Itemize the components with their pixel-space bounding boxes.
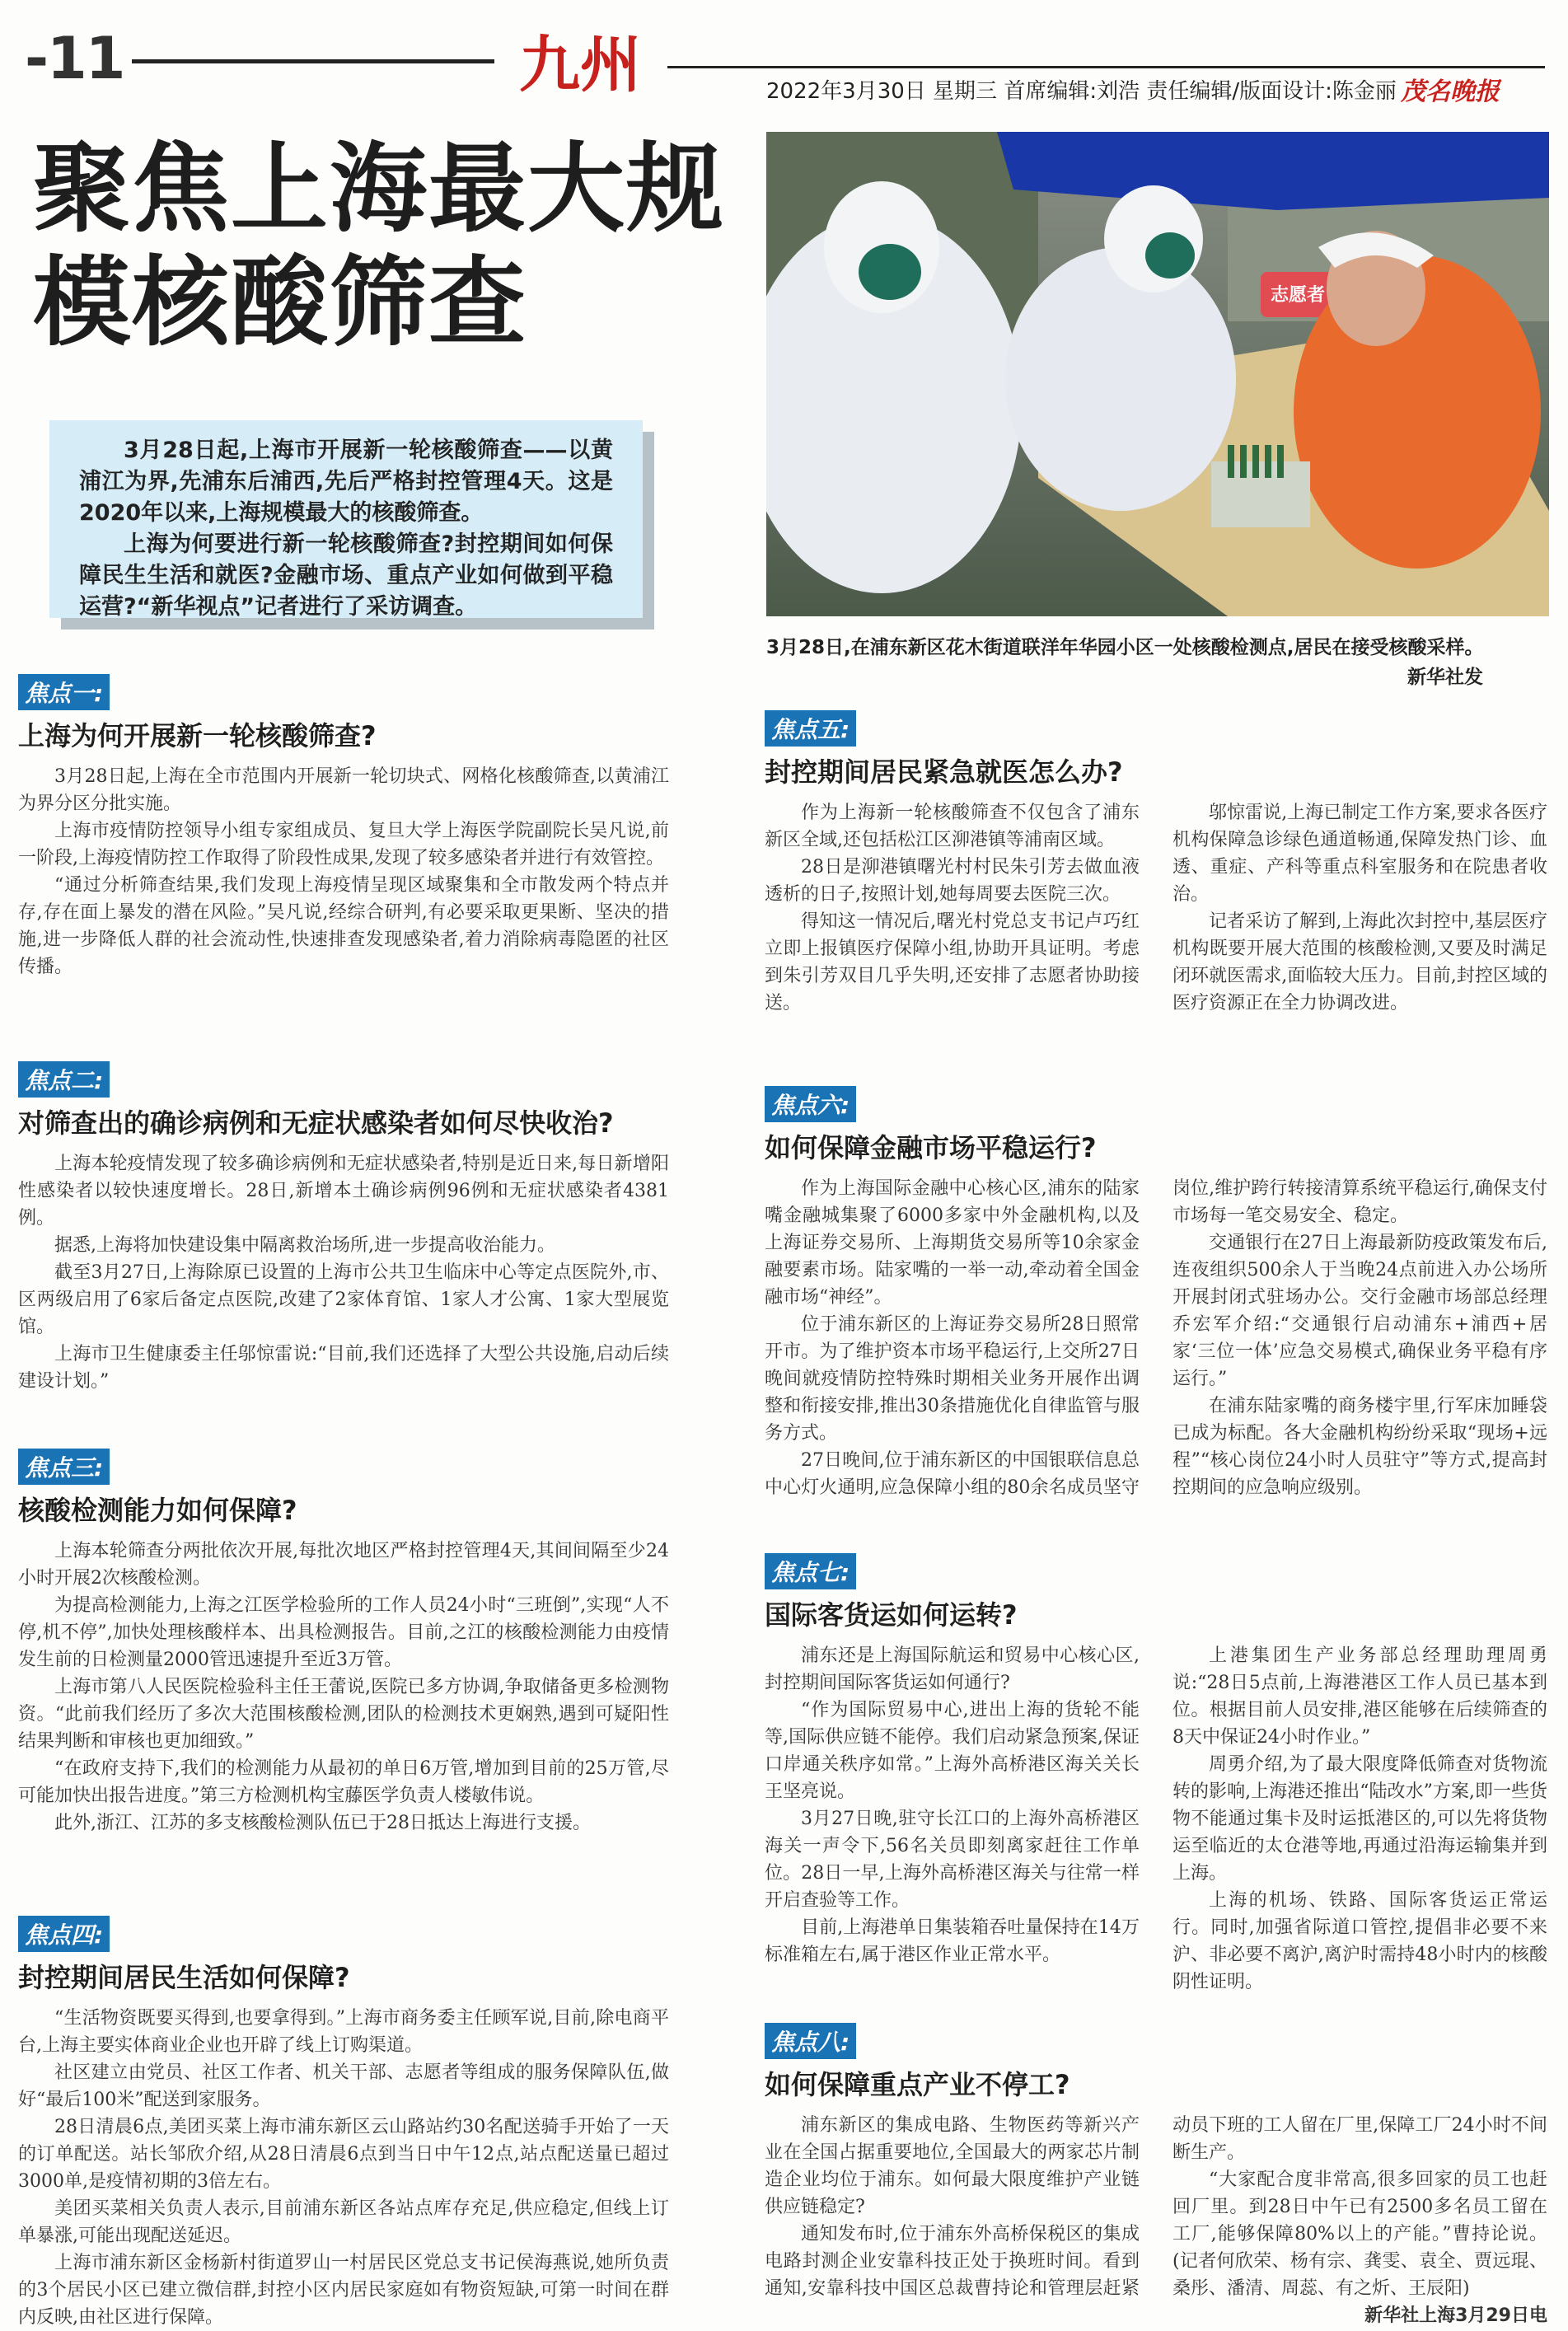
body-paragraph: 上海本轮疫情发现了较多确诊病例和无症状感染者,特别是近日来,每日新增阳性感染者以较快速度增长。28日,新增本土确诊病例96例和无症状感染者4381例。 bbox=[18, 1154, 669, 1229]
focus-body bbox=[18, 2005, 669, 2331]
focus-body bbox=[765, 2112, 1547, 2329]
body-paragraph: 浦东还是上海国际航运和贸易中心核心区,封控期间国际客货运如何通行? bbox=[765, 1645, 1140, 1693]
focus-section-1 bbox=[18, 674, 669, 981]
body-paragraph: 目前,上海港单日集装箱吞吐量保持在14万标准箱左右,属于港区作业正常水平。 bbox=[765, 1917, 1140, 1965]
headline: 聚焦上海最大规模核酸筛查 bbox=[33, 132, 726, 359]
body-paragraph: 得知这一情况后,曙光村党总支书记卢巧红立即上报镇医疗保障小组,协助开具证明。考虑到朱引芳双目几乎失明,还安排了志愿者协助接送。 bbox=[765, 911, 1140, 1013]
focus-tag: 焦点七: bbox=[765, 1553, 856, 1589]
dateline: 2022年3月30日 星期三 首席编辑:刘浩 责任编辑/版面设计:陈金丽 bbox=[766, 79, 1397, 104]
body-paragraph: 周勇介绍,为了最大限度降低筛查对货物流转的影响,上海港还推出“陆改水”方案,即一些货物不能通过集卡及时运抵港区的,可以先将货物运至临近的太仓港等地,再通过沿海运输集并到上海。 bbox=[1172, 1754, 1547, 1884]
focus-tag: 焦点八: bbox=[765, 2023, 856, 2059]
focus-question: 核酸检测能力如何保障? bbox=[18, 1495, 297, 1526]
focus-section-7 bbox=[765, 1553, 1547, 1996]
body-paragraph: 上海的机场、铁路、国际客货运正常运行。同时,加强省际道口管控,提倡非必要不来沪、非必要不离沪,离沪时需持48小时内的核酸阴性证明。 bbox=[1172, 1890, 1547, 1992]
body-paragraph: 上海市第八人民医院检验科主任王蕾说,医院已多方协调,争取储备更多检测物资。“此前我们经历了多次大范围核酸检测,团队的检测技术更娴熟,遇到可疑阳性结果判断和审核也更加细致。” bbox=[18, 1677, 669, 1752]
photo-illustration bbox=[766, 132, 1549, 616]
paper-logo: 茂名晚报 bbox=[1401, 77, 1500, 106]
body-paragraph: 上海市疫情防控领导小组专家组成员、复旦大学上海医学院副院长吴凡说,前一阶段,上海疫情防控工作取得了阶段性成果,发现了较多感染者并进行有效管控。 bbox=[18, 821, 669, 868]
body-paragraph: 截至3月27日,上海除原已设置的上海市公共卫生临床中心等定点医院外,市、区两级启用了6家后备定点医院,改建了2家体育馆、1家人才公寓、1家大型展览馆。 bbox=[18, 1262, 669, 1337]
caption-text: 3月28日,在浦东新区花木街道联洋年华园小区一处核酸检测点,居民在接受核酸采样。 bbox=[766, 637, 1484, 658]
body-paragraph: 作为上海国际金融中心核心区,浦东的陆家嘴金融城集聚了6000多家中外金融机构,以及上海证券交易所、上海期货交易所等10余家金融要素市场。陆家嘴的一举一动,牵动着全国金融市场“神经”。 bbox=[765, 1178, 1140, 1308]
focus-question: 如何保障重点产业不停工? bbox=[765, 2069, 1070, 2100]
lead-box bbox=[49, 420, 643, 618]
body-paragraph: 28日是泖港镇曙光村村民朱引芳去做血液透析的日子,按照计划,她每周要去医院三次。 bbox=[765, 857, 1140, 905]
news-photo bbox=[766, 132, 1549, 616]
body-paragraph: 3月27日晚,驻守长江口的上海外高桥港区海关一声令下,56名关员即刻离家赶往工作单位。28日一早,上海外高桥港区海关与往常一样开启查验等工作。 bbox=[765, 1809, 1140, 1911]
photo-credit: 新华社发 bbox=[1407, 667, 1483, 688]
body-paragraph: 上海市浦东新区金杨新村街道罗山一村居民区党总支书记侯海燕说,她所负责的3个居民小区已建立微信群,封控小区内居民家庭如有物资短缺,可第一时间在群内反映,由社区进行保障。 bbox=[18, 2253, 669, 2328]
body-paragraph: 在浦东陆家嘴的商务楼宇里,行军床加睡袋已成为标配。各大金融机构纷纷采取“现场+远程”“核心岗位24小时人员驻守”等方式,提高封控期间的应急响应级别。 bbox=[1172, 1396, 1547, 1498]
body-paragraph: 上海市卫生健康委主任邬惊雷说:“目前,我们还选择了大型公共设施,启动后续建设计划。” bbox=[18, 1344, 669, 1392]
focus-question: 对筛查出的确诊病例和无症状感染者如何尽快收治? bbox=[18, 1107, 614, 1139]
focus-section-3 bbox=[18, 1449, 669, 1837]
body-paragraph: “作为国际贸易中心,进出上海的货轮不能等,国际供应链不能停。我们启动紧急预案,保证口岸通关秩序如常。”上海外高桥港区海关关长王坚亮说。 bbox=[765, 1700, 1140, 1802]
body-paragraph: 3月28日起,上海在全市范围内开展新一轮切块式、网格化核酸筛查,以黄浦江为界分区分批实施。 bbox=[18, 766, 669, 814]
body-paragraph: 社区建立由党员、社区工作者、机关干部、志愿者等组成的服务保障队伍,做好“最后100米”配送到家服务。 bbox=[18, 2062, 669, 2110]
focus-question: 上海为何开展新一轮核酸筛查? bbox=[18, 720, 377, 751]
focus-body bbox=[765, 1175, 1547, 1501]
focus-body bbox=[18, 1150, 669, 1395]
focus-tag: 焦点二: bbox=[18, 1061, 110, 1098]
masthead-rule-right bbox=[667, 66, 1545, 68]
focus-question: 国际客货运如何运转? bbox=[765, 1599, 1018, 1631]
section-logo bbox=[519, 16, 651, 99]
focus-section-4 bbox=[18, 1916, 669, 2331]
lead-paragraph: 上海为何要进行新一轮核酸筛查?封控期间如何保障民生生活和就医?金融市场、重点产业如何做到平稳运营?“新华视点”记者进行了采访调查。 bbox=[79, 531, 613, 620]
body-paragraph: 位于浦东新区的上海证券交易所28日照常开市。为了维护资本市场平稳运行,上交所27日晚间就疫情防控特殊时期相关业务开展作出调整和衔接安排,推出30条措施优化自律监管与服务方式。 bbox=[765, 1314, 1140, 1444]
body-paragraph: 邬惊雷说,上海已制定工作方案,要求各医疗机构保障急诊绿色通道畅通,保障发热门诊、血透、重症、产科等重点科室服务和在院患者收治。 bbox=[1172, 803, 1547, 905]
focus-question: 如何保障金融市场平稳运行? bbox=[765, 1132, 1097, 1163]
section-title: 九州 bbox=[519, 30, 641, 101]
body-paragraph: “通过分析筛查结果,我们发现上海疫情呈现区域聚集和全市散发两个特点并存,存在面上暴发的潜在风险。”吴凡说,经综合研判,有必要采取更果断、坚决的措施,进一步降低人群的社会流动性,快速排查发现感染者,着力消除病毒隐匿的社区传播。 bbox=[18, 875, 669, 977]
body-paragraph: 上港集团生产业务部总经理助理周勇说:“28日5点前,上海港港区工作人员已基本到位。根据目前人员安排,港区能够在后续筛查的8天中保证24小时作业。” bbox=[1172, 1645, 1547, 1748]
focus-section-6 bbox=[765, 1086, 1547, 1501]
focus-body bbox=[18, 763, 669, 981]
body-paragraph: 27日晚间,位于浦东新区的中国银联信息总中心灯火通明,应急保障小组的80余名成员坚守岗位,维护跨行转接清算系统平稳运行,确保支付市场每一笔交易安全、稳定。 bbox=[765, 1178, 1547, 1498]
focus-tag: 焦点一: bbox=[18, 674, 110, 710]
body-paragraph: 交通银行在27日上海最新防疫政策发布后,连夜组织500余人于当晚24点前进入办公场所开展封闭式驻场办公。交行金融市场部总经理乔宏军介绍:“交通银行启动浦东+浦西+居家‘三位一体’应急交易模式,确保业务平稳有序运行。” bbox=[1172, 1233, 1547, 1389]
body-paragraph: 据悉,上海将加快建设集中隔离救治场所,进一步提高收治能力。 bbox=[54, 1235, 555, 1256]
focus-tag: 焦点六: bbox=[765, 1086, 856, 1122]
focus-tag: 焦点四: bbox=[18, 1916, 110, 1952]
masthead-rule bbox=[132, 59, 494, 63]
body-paragraph: “大家配合度非常高,很多回家的员工也赶回厂里。到28日中午已有2500多名员工留在工厂,能够保障80%以上的产能。”曹持论说。(记者何欣荣、杨有宗、龚雯、袁全、贾远琨、桑彤、潘清、周蕊、有之炘、王辰阳) bbox=[1172, 2170, 1547, 2299]
body-paragraph: 作为上海新一轮核酸筛查不仅包含了浦东新区全域,还包括松江区泖港镇等浦南区域。 bbox=[765, 803, 1140, 850]
focus-body bbox=[765, 799, 1547, 1017]
body-paragraph: 记者采访了解到,上海此次封控中,基层医疗机构既要开展大范围的核酸检测,又要及时满足闭环就医需求,面临较大压力。目前,封控区域的医疗资源正在全力协调改进。 bbox=[1172, 911, 1547, 1013]
body-paragraph: 28日清晨6点,美团买菜上海市浦东新区云山路站约30名配送骑手开始了一天的订单配送。站长邹欣介绍,从28日清晨6点到当日中午12点,站点配送量已超过3000单,是疫情初期的3倍左右。 bbox=[18, 2117, 669, 2192]
lead-paragraph: 3月28日起,上海市开展新一轮核酸筛查——以黄浦江为界,先浦东后浦西,先后严格封控管理4天。这是2020年以来,上海规模最大的核酸筛查。 bbox=[79, 438, 613, 526]
focus-body bbox=[765, 1642, 1547, 1996]
body-paragraph: 通知发布时,位于浦东外高桥保税区的集成电路封测企业安靠科技正处于换班时间。看到通知,安靠科技中国区总裁曹持论和管理层赶紧动员下班的工人留在厂里,保障工厂24小时不间断生产。 bbox=[765, 2115, 1547, 2299]
page-number: -11 bbox=[25, 25, 124, 92]
focus-section-8 bbox=[765, 2023, 1547, 2329]
signoff: 新华社上海3月29日电 bbox=[1364, 2305, 1547, 2326]
focus-section-2 bbox=[18, 1061, 669, 1395]
focus-body bbox=[18, 1538, 669, 1837]
focus-section-5 bbox=[765, 710, 1547, 1017]
focus-question: 封控期间居民紧急就医怎么办? bbox=[765, 756, 1123, 788]
body-paragraph: 为提高检测能力,上海之江医学检验所的工作人员24小时“三班倒”,实现“人不停,机不停”,加快处理核酸样本、出具检测报告。目前,之江的核酸检测能力由疫情发生前的日检测量2000管迅速提升至近3万管。 bbox=[18, 1595, 669, 1670]
vest-sign-text: 志愿者 bbox=[1270, 285, 1326, 306]
body-paragraph: 浦东新区的集成电路、生物医药等新兴产业在全国占据重要地位,全国最大的两家芯片制造企业均位于浦东。如何最大限度维护产业链供应链稳定? bbox=[765, 2115, 1140, 2217]
photo-caption bbox=[766, 633, 1549, 692]
focus-question: 封控期间居民生活如何保障? bbox=[18, 1962, 350, 1993]
body-paragraph: “在政府支持下,我们的检测能力从最初的单日6万管,增加到目前的25万管,尽可能加快出报告进度。”第三方检测机构宝藤医学负责人楼敏伟说。 bbox=[18, 1758, 669, 1806]
body-paragraph: 美团买菜相关负责人表示,目前浦东新区各站点库存充足,供应稳定,但线上订单暴涨,可能出现配送延迟。 bbox=[18, 2198, 669, 2246]
body-paragraph: “生活物资既要买得到,也要拿得到。”上海市商务委主任顾军说,目前,除电商平台,上海主要实体商业企业也开辟了线上订购渠道。 bbox=[18, 2008, 669, 2056]
focus-tag: 焦点五: bbox=[765, 710, 856, 747]
body-paragraph: 上海本轮筛查分两批依次开展,每批次地区严格封控管理4天,其间间隔至少24小时开展2次核酸检测。 bbox=[18, 1541, 669, 1589]
focus-tag: 焦点三: bbox=[18, 1449, 110, 1485]
body-paragraph: 此外,浙江、江苏的多支核酸检测队伍已于28日抵达上海进行支援。 bbox=[54, 1813, 591, 1833]
